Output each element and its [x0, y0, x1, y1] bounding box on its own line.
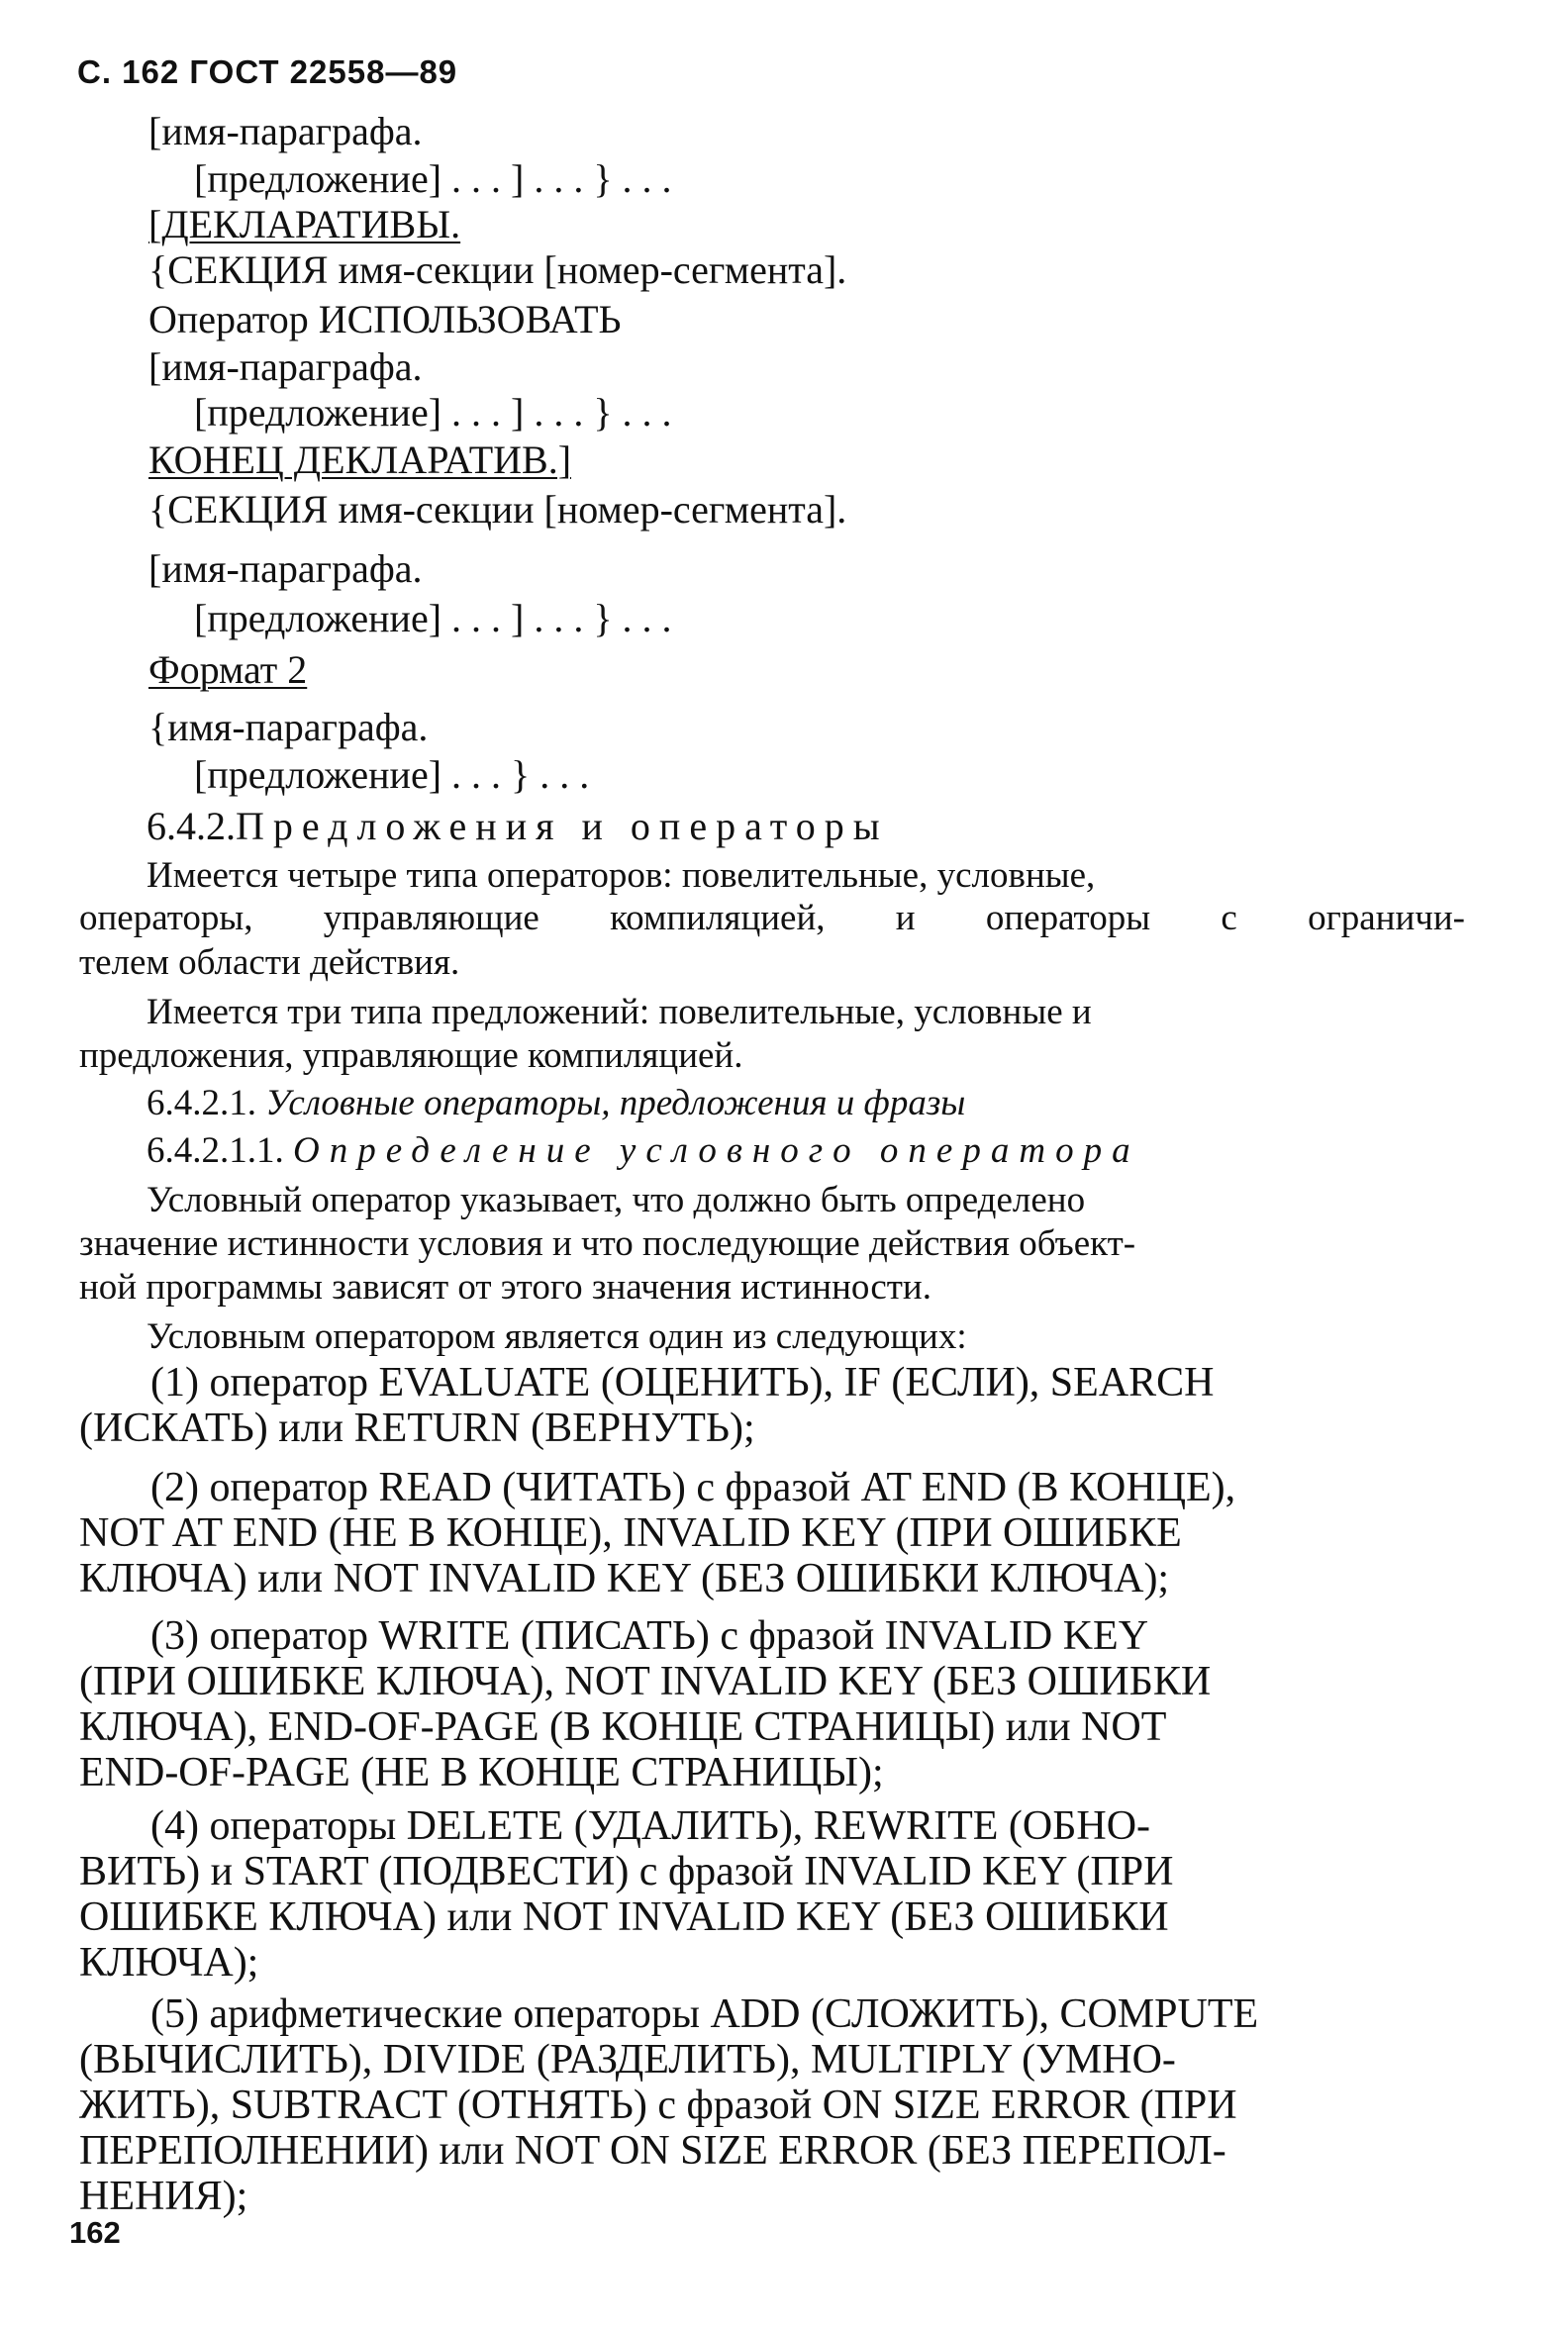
- paragraph-line: операторы, управляющие компиляцией, и операторы с ограничи-: [79, 898, 1465, 938]
- list-item-line: (ПРИ ОШИБКЕ КЛЮЧА), NOT INVALID KEY (БЕЗ ОШИБКИ: [79, 1659, 1212, 1704]
- paragraph-line: Условным оператором является один из следующих:: [147, 1316, 967, 1357]
- format-label: Формат 2: [148, 647, 308, 692]
- paragraph-line: телем области действия.: [79, 942, 460, 983]
- syntax-line: [предложение] . . . } . . .: [194, 752, 590, 797]
- list-item-line: (4) операторы DELETE (УДАЛИТЬ), REWRITE (ОБНО-: [150, 1803, 1151, 1849]
- syntax-line: {имя-параграфа.: [148, 705, 429, 749]
- syntax-line: [имя-параграфа.: [148, 344, 423, 389]
- subsubsection-number: 6.4.2.1.1.: [147, 1130, 284, 1171]
- list-item-line: (ВЫЧИСЛИТЬ), DIVIDE (РАЗДЕЛИТЬ), MULTIPLY (УМНО-: [79, 2037, 1176, 2083]
- paragraph-line: ной программы зависят от этого значения истинности.: [79, 1267, 931, 1308]
- syntax-line: [предложение] . . . ] . . . } . . .: [194, 156, 672, 201]
- list-item-line: (ИСКАТЬ) или RETURN (ВЕРНУТЬ);: [79, 1406, 755, 1451]
- list-item-line: КЛЮЧА) или NOT INVALID KEY (БЕЗ ОШИБКИ КЛЮЧА);: [79, 1556, 1170, 1601]
- list-item-line: NOT AT END (НЕ В КОНЦЕ), INVALID KEY (ПРИ ОШИБКЕ: [79, 1510, 1182, 1556]
- list-item-line: (2) оператор READ (ЧИТАТЬ) с фразой AT END (В КОНЦЕ),: [150, 1465, 1236, 1510]
- syntax-line: {СЕКЦИЯ имя-секции [номер-сегмента].: [148, 487, 847, 532]
- section-heading: [147, 804, 889, 849]
- syntax-line: [имя-параграфа.: [148, 109, 423, 153]
- paragraph-line: Условный оператор указывает, что должно быть определено: [147, 1180, 1086, 1220]
- page-header: С. 162 ГОСТ 22558—89: [77, 53, 458, 90]
- list-item-line: ЖИТЬ), SUBTRACT (ОТНЯТЬ) с фразой ON SIZE ERROR (ПРИ: [79, 2083, 1237, 2128]
- list-item-line: (3) оператор WRITE (ПИСАТЬ) с фразой INVALID KEY: [150, 1613, 1149, 1659]
- section-number: 6.4.2.: [147, 804, 236, 848]
- list-item-line: ВИТЬ) и START (ПОДВЕСТИ) с фразой INVALID KEY (ПРИ: [79, 1849, 1174, 1894]
- list-item-line: (5) арифметические операторы ADD (СЛОЖИТЬ), COMPUTE: [150, 1991, 1259, 2037]
- subsubsection-heading: [147, 1128, 1140, 1174]
- paragraph-line: Имеется четыре типа операторов: повелительные, условные,: [147, 855, 1096, 896]
- list-item-line: ПЕРЕПОЛНЕНИИ) или NOT ON SIZE ERROR (БЕЗ ПЕРЕПОЛ-: [79, 2128, 1226, 2174]
- page-number: 162: [69, 2215, 121, 2250]
- list-item-line: КЛЮЧА), END-OF-PAGE (В КОНЦЕ СТРАНИЦЫ) или NOT: [79, 1704, 1167, 1750]
- syntax-line: [ДЕКЛАРАТИВЫ.: [148, 202, 461, 246]
- syntax-line: Оператор ИСПОЛЬЗОВАТЬ: [148, 297, 622, 341]
- paragraph-line: Имеется три типа предложений: повелительные, условные и: [147, 992, 1092, 1032]
- list-item-line: (1) оператор EVALUATE (ОЦЕНИТЬ), IF (ЕСЛИ), SEARCH: [150, 1360, 1215, 1406]
- list-item-line: ОШИБКЕ КЛЮЧА) или NOT INVALID KEY (БЕЗ ОШИБКИ: [79, 1894, 1169, 1940]
- syntax-line: [предложение] . . . ] . . . } . . .: [194, 596, 672, 640]
- paragraph-line: предложения, управляющие компиляцией.: [79, 1035, 743, 1076]
- section-title: Предложения и операторы: [236, 804, 889, 848]
- list-item-line: END-OF-PAGE (НЕ В КОНЦЕ СТРАНИЦЫ);: [79, 1750, 884, 1795]
- list-item-line: КЛЮЧА);: [79, 1940, 259, 1986]
- syntax-line: [имя-параграфа.: [148, 546, 423, 591]
- syntax-line: {СЕКЦИЯ имя-секции [номер-сегмента].: [148, 247, 847, 292]
- list-item-line: НЕНИЯ);: [79, 2174, 248, 2219]
- paragraph-line: значение истинности условия и что последующие действия объект-: [79, 1223, 1136, 1264]
- subsubsection-title: Определение условного оператора: [293, 1130, 1140, 1171]
- subsection-title: Условные операторы, предложения и фразы: [265, 1083, 966, 1123]
- syntax-line: КОНЕЦ ДЕКЛАРАТИВ.]: [148, 437, 572, 482]
- subsection-number: 6.4.2.1.: [147, 1083, 256, 1123]
- subsection-heading: [147, 1081, 965, 1126]
- syntax-line: [предложение] . . . ] . . . } . . .: [194, 390, 672, 435]
